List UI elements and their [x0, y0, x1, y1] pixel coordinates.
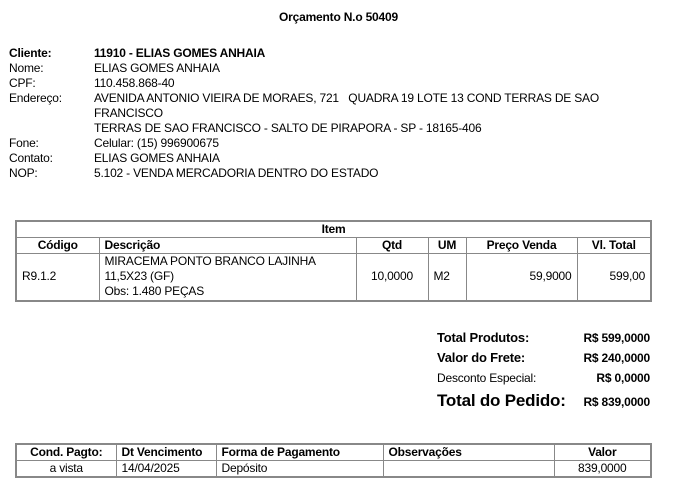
contact-row: Contato: ELIAS GOMES ANHAIA [9, 151, 220, 165]
col-preco: Preço Venda [466, 238, 577, 254]
items-header-row [16, 238, 651, 254]
table-row [16, 461, 651, 478]
cell-forma: Depósito [216, 461, 383, 478]
cell-codigo: R9.1.2 [16, 254, 99, 301]
name-row: Nome: ELIAS GOMES ANHAIA [9, 61, 220, 75]
cell-valor: 839,0000 [554, 461, 651, 478]
table-row [16, 254, 651, 301]
col-vencimento: Dt Vencimento [116, 444, 216, 461]
valor-frete: Valor do Frete: R$ 240,0000 [437, 350, 650, 365]
cell-um: M2 [428, 254, 466, 301]
total-pedido: Total do Pedido: R$ 839,0000 [437, 391, 650, 410]
col-total: Vl. Total [577, 238, 651, 254]
col-obs: Observações [383, 444, 554, 461]
col-cond: Cond. Pagto: [16, 444, 116, 461]
page-title: Orçamento N.o 50409 [279, 10, 398, 24]
col-descricao: Descrição [99, 238, 356, 254]
cell-obs [383, 461, 554, 478]
col-forma: Forma de Pagamento [216, 444, 383, 461]
col-qtd: Qtd [356, 238, 428, 254]
address-row: Endereço: AVENIDA ANTONIO VIEIRA DE MORAES, 721 QUADRA 19 LOTE 13 COND TERRAS DE SAO FRANCISCO [9, 91, 603, 120]
phone-row: Fone: Celular: (15) 996900675 [9, 136, 219, 150]
cpf-row: CPF: 110.458.868-40 [9, 76, 175, 90]
col-um: UM [428, 238, 466, 254]
payment-header-row [16, 444, 651, 461]
cell-qtd: 10,0000 [356, 254, 428, 301]
cell-preco: 59,9000 [466, 254, 577, 301]
cell-descricao: MIRACEMA PONTO BRANCO LAJINHA 11,5X23 (GF) Obs: 1.480 PEÇAS [99, 254, 356, 301]
cell-total: 599,00 [577, 254, 651, 301]
nop-row: NOP: 5.102 - VENDA MERCADORIA DENTRO DO ESTADO [9, 166, 379, 180]
col-codigo: Código [16, 238, 99, 254]
payment-table [15, 443, 652, 478]
client-info [9, 46, 634, 181]
cell-vencimento: 14/04/2025 [116, 461, 216, 478]
items-caption: Item [16, 221, 651, 238]
items-table [15, 220, 652, 302]
col-valor: Valor [554, 444, 651, 461]
client-row: Cliente: 11910 - ELIAS GOMES ANHAIA [9, 46, 266, 60]
address-row-2: TERRAS DE SAO FRANCISCO - SALTO DE PIRAPORA - SP - 18165-406 [94, 121, 482, 135]
cell-cond: a vista [16, 461, 116, 478]
desconto-especial: Desconto Especial: R$ 0,0000 [437, 371, 650, 385]
total-produtos: Total Produtos: R$ 599,0000 [437, 330, 650, 345]
